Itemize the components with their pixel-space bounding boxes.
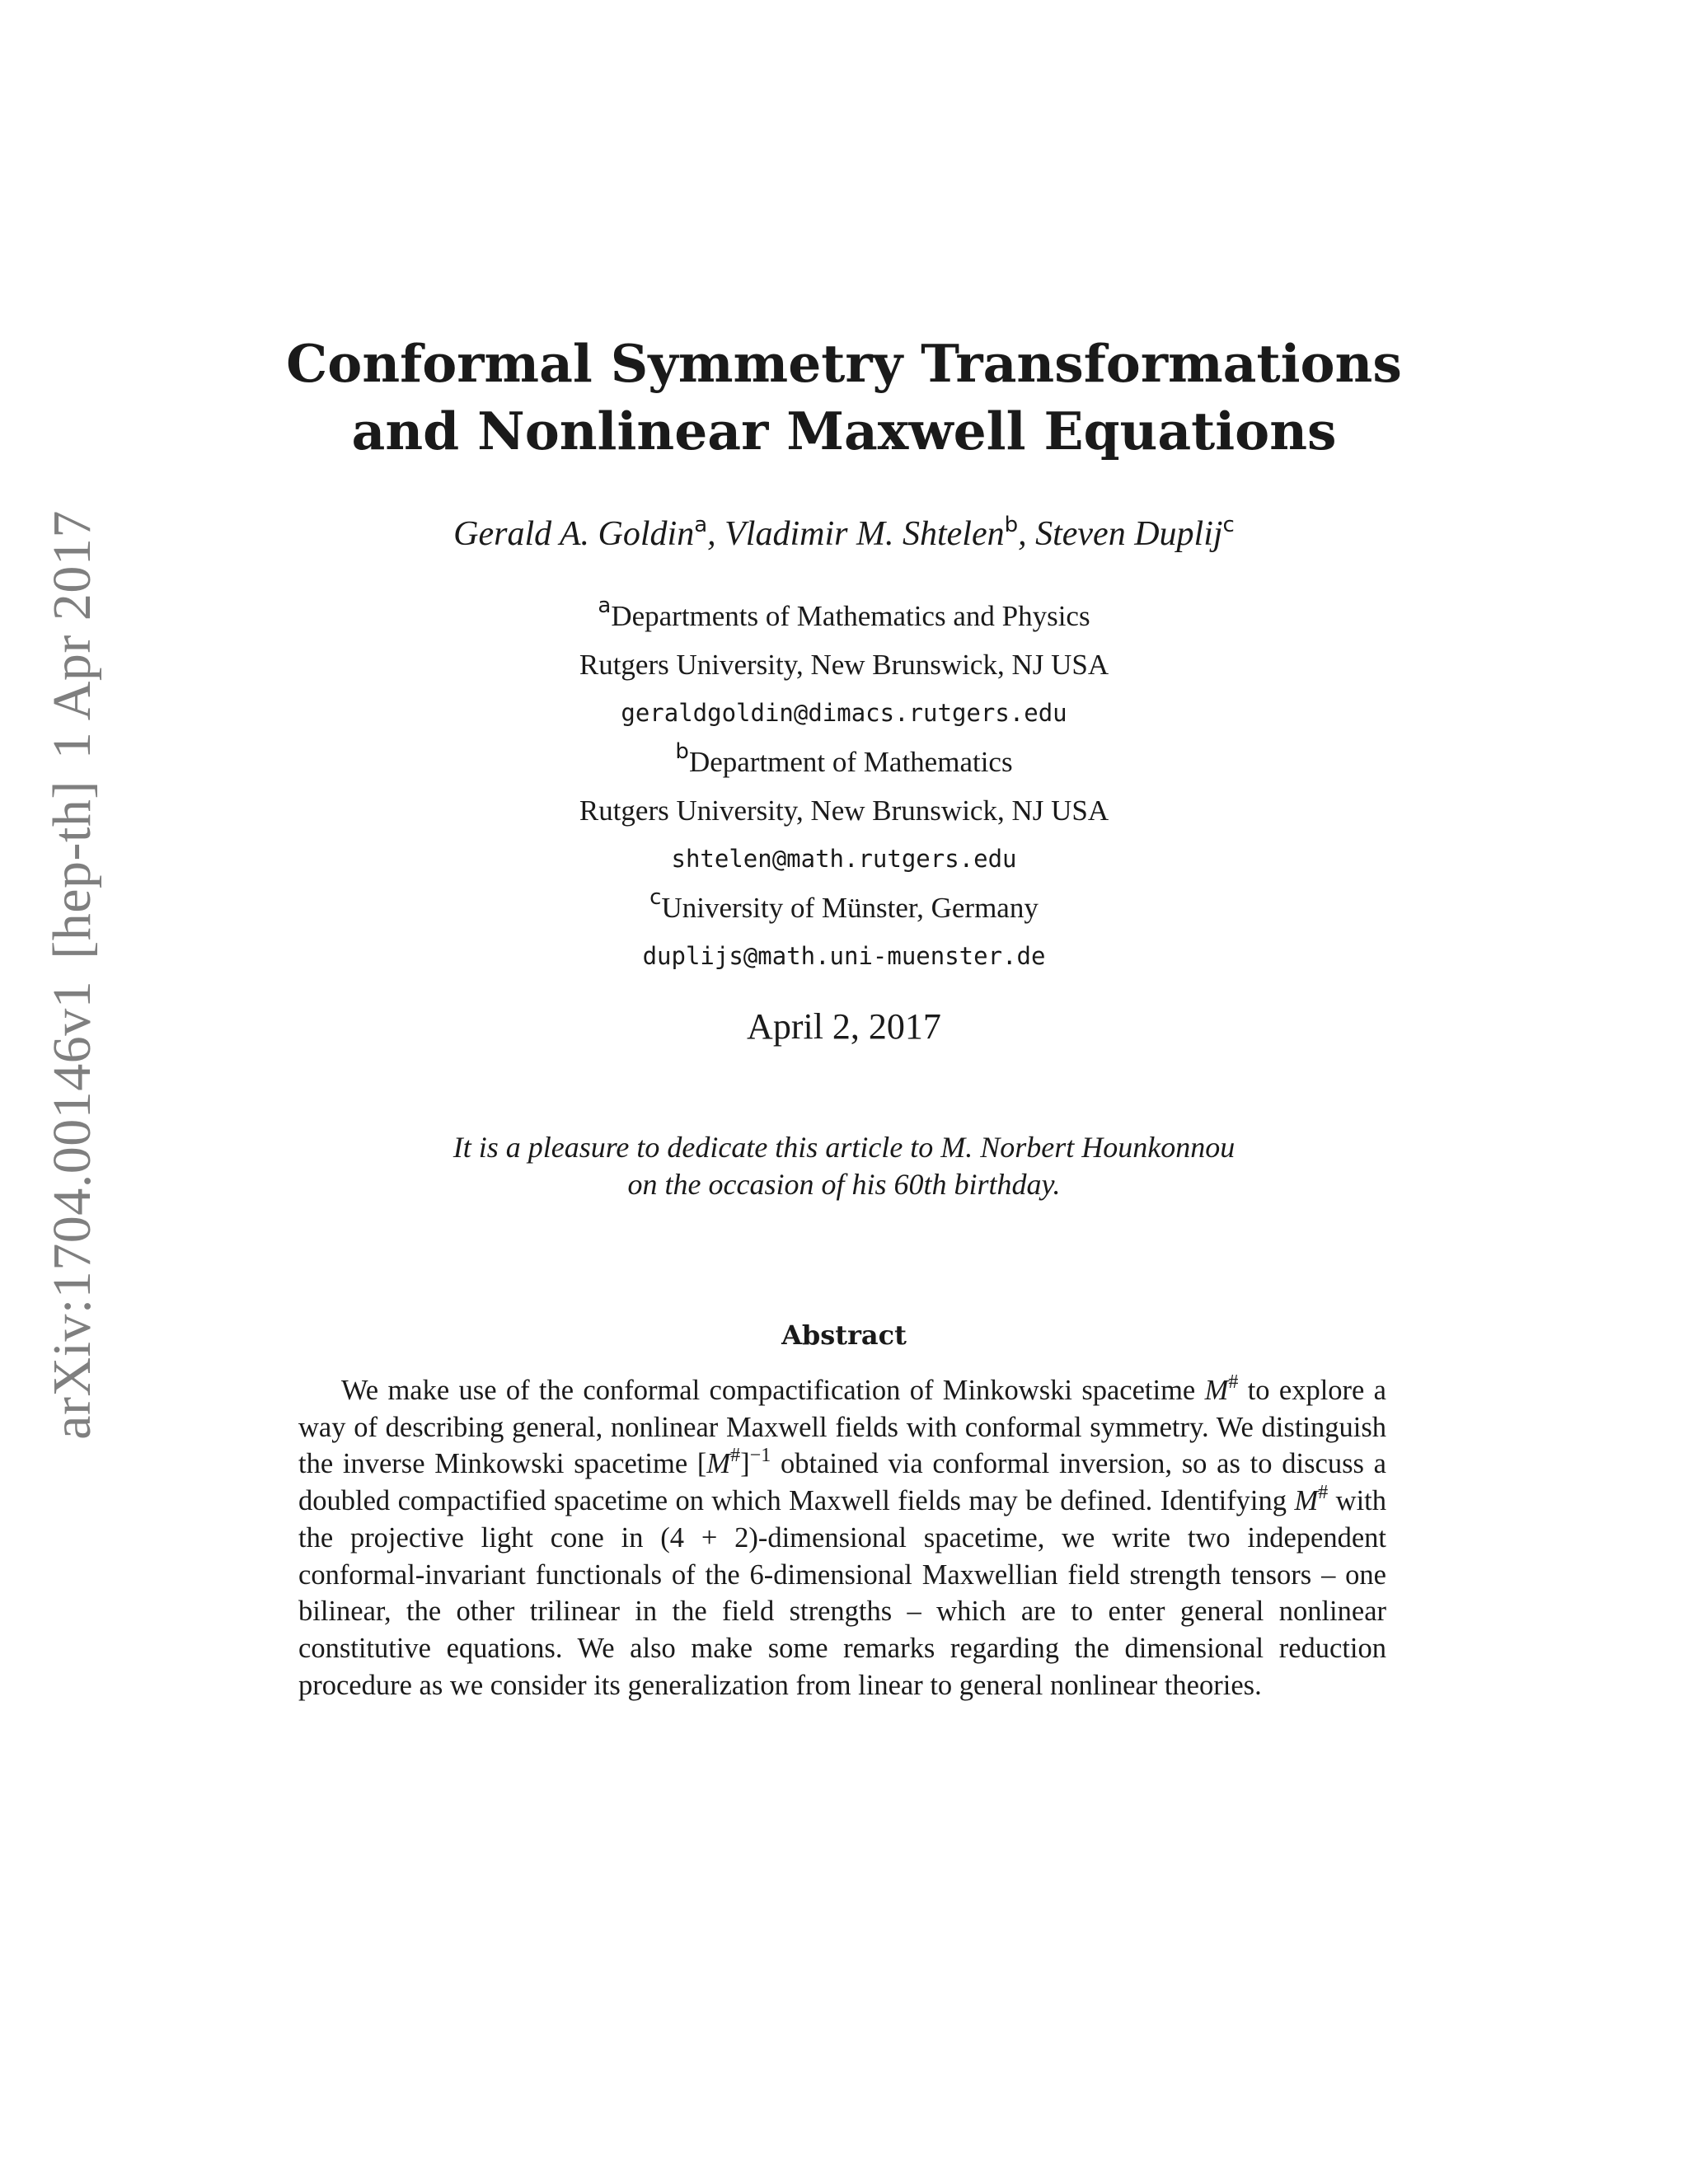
author-affiliation-mark: c bbox=[1222, 513, 1235, 537]
arxiv-category: [hep-th] bbox=[42, 780, 102, 959]
dedication bbox=[247, 1129, 1441, 1203]
abstract-body bbox=[298, 1372, 1386, 1704]
affiliations bbox=[247, 592, 1441, 981]
math-bracket: ] bbox=[740, 1448, 750, 1480]
affiliation-a-institution: Rutgers University, New Brunswick, NJ USA bbox=[579, 649, 1109, 681]
math-superscript: # bbox=[1228, 1371, 1239, 1393]
author-name: Gerald A. Goldin bbox=[453, 515, 695, 553]
arxiv-id: arXiv:1704.00146v1 bbox=[42, 980, 102, 1440]
affiliation-b-department bbox=[247, 738, 1441, 786]
math-bracket: [ bbox=[696, 1448, 707, 1480]
math-superscript: # bbox=[1318, 1482, 1329, 1504]
affiliation-mark: c bbox=[649, 885, 662, 910]
affiliation-c-department bbox=[247, 883, 1441, 932]
author-separator: , bbox=[1018, 515, 1036, 553]
affiliation-mark: b bbox=[675, 739, 689, 764]
title-line-2: and Nonlinear Maxwell Equations bbox=[351, 401, 1337, 462]
author-separator: , bbox=[707, 515, 725, 553]
abstract-heading: Abstract bbox=[781, 1319, 907, 1351]
paper-title bbox=[247, 330, 1441, 465]
affiliation-b-institution: Rutgers University, New Brunswick, NJ USA bbox=[579, 794, 1109, 827]
author-name: Steven Duplij bbox=[1035, 515, 1223, 553]
math-symbol: M bbox=[1294, 1485, 1319, 1517]
affiliation-b-email-link[interactable]: shtelen@math.rutgers.edu bbox=[671, 845, 1017, 873]
affiliation-c-email-link[interactable]: duplijs@math.uni-muenster.de bbox=[642, 942, 1046, 970]
math-inverse-M-sharp bbox=[696, 1445, 771, 1480]
affiliation-a-department bbox=[247, 592, 1441, 640]
abstract-text: to explore a way of describing general, nonlinear Maxwell fields with conformal symmetry. We distinguish the inverse Minkowski spacetime bbox=[298, 1375, 1386, 1480]
math-symbol: M bbox=[1204, 1375, 1229, 1406]
abstract-text: -dimensional spacetime, we write two independent conformal-invariant functionals of the 6-dimensional Maxwellian field strength tensors – one bilinear, the other trilinear in the field strengths – which are to enter general nonlinear constitutive equations. We also make some remarks regarding the dimensional reduction procedure as we consider its generalization from linear to general nonlinear theories. bbox=[298, 1521, 1387, 1701]
affiliation-dept: University of Münster, Germany bbox=[661, 892, 1039, 924]
arxiv-identifier-stamp bbox=[42, 445, 102, 1483]
abstract-text: obtained via conformal inversion, so as to discuss a doubled compactified spacetime on which Maxwell fields may be defined. Identifying bbox=[298, 1448, 1386, 1517]
abstract-text: with the projective light cone in bbox=[298, 1485, 1386, 1554]
math-superscript: # bbox=[730, 1445, 741, 1467]
arxiv-date: 1 Apr 2017 bbox=[42, 510, 102, 760]
author-name: Vladimir M. Shtelen bbox=[724, 515, 1005, 553]
dedication-line-2: on the occasion of his 60th birthday. bbox=[627, 1168, 1061, 1201]
affiliation-dept: Departments of Mathematics and Physics bbox=[611, 600, 1090, 632]
abstract-text: We make use of the conformal compactification of Minkowski spacetime bbox=[341, 1375, 1205, 1406]
dedication-line-1: It is a pleasure to dedicate this article to M. Norbert Hounkonnou bbox=[452, 1131, 1236, 1164]
math-dimension: (4 + 2) bbox=[660, 1521, 758, 1554]
author-affiliation-mark: b bbox=[1004, 513, 1019, 537]
author-affiliation-mark: a bbox=[694, 513, 708, 537]
affiliation-mark: a bbox=[598, 593, 612, 618]
author-list bbox=[247, 509, 1441, 559]
math-symbol: M bbox=[706, 1448, 731, 1480]
math-exponent: −1 bbox=[749, 1445, 771, 1467]
affiliation-a-email-link[interactable]: geraldgoldin@dimacs.rutgers.edu bbox=[621, 699, 1067, 727]
math-M-sharp bbox=[1294, 1482, 1329, 1517]
publication-date: April 2, 2017 bbox=[747, 1006, 941, 1047]
affiliation-dept: Department of Mathematics bbox=[688, 746, 1013, 778]
title-line-1: Conformal Symmetry Transformations bbox=[286, 333, 1402, 394]
math-M-sharp bbox=[1204, 1371, 1239, 1406]
